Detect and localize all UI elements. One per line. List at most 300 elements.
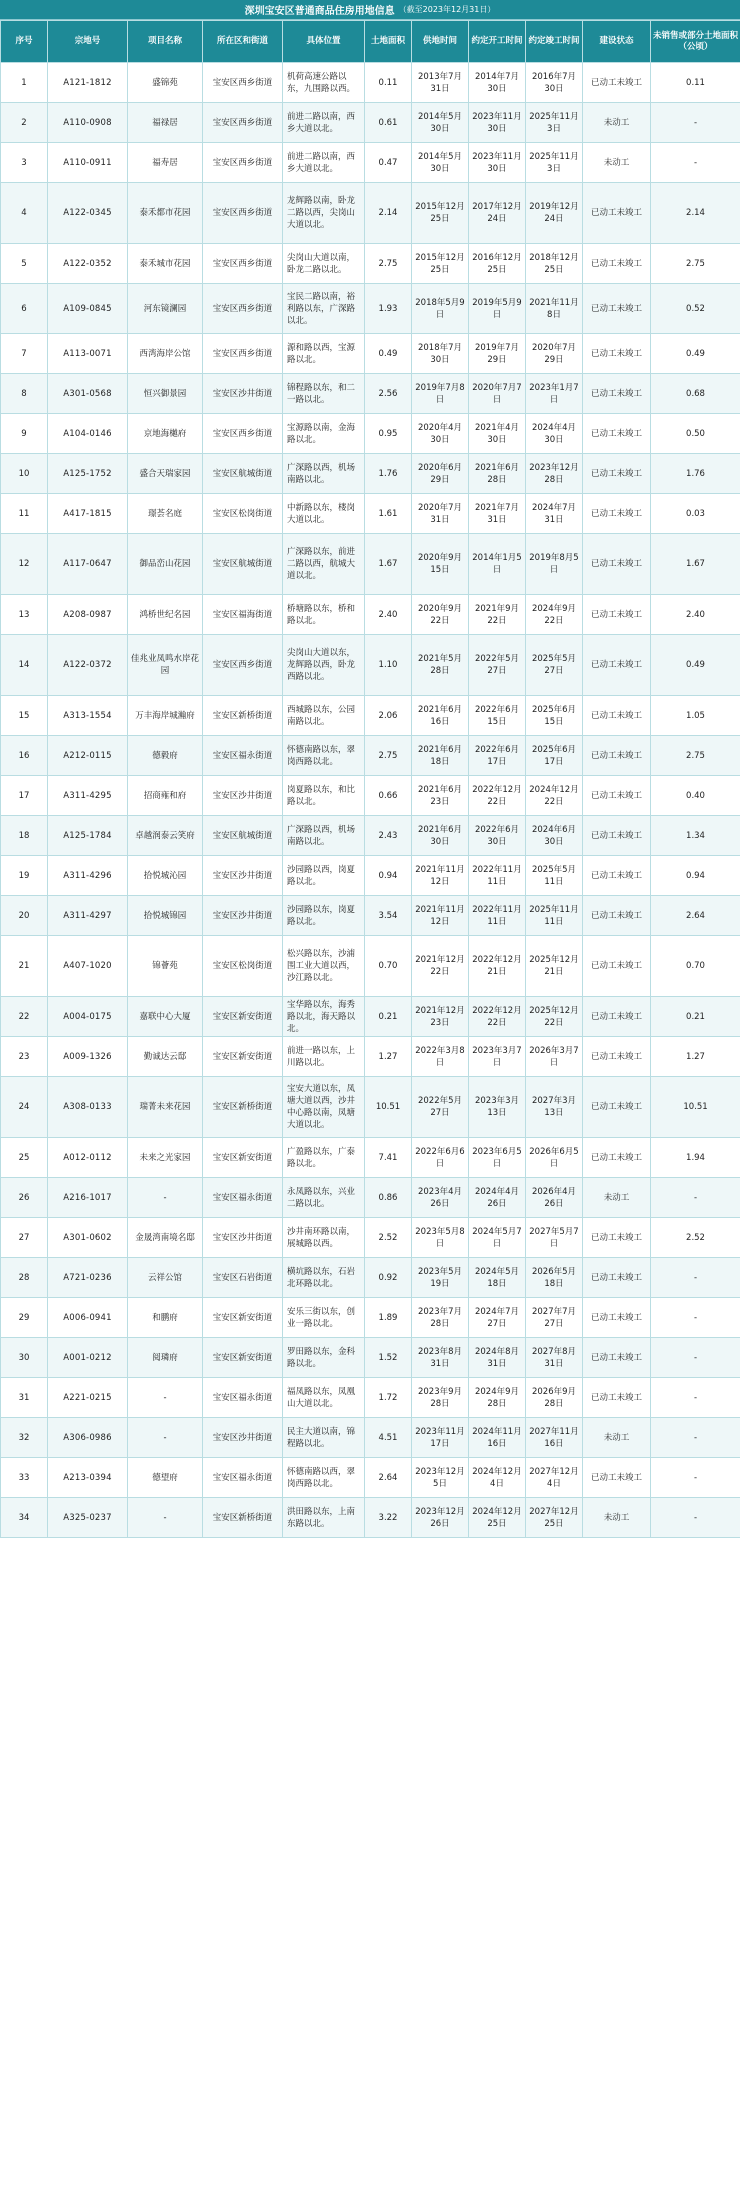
cell-start-date: 2019年5月9日 bbox=[469, 284, 526, 334]
cell-land-code: A311-4295 bbox=[48, 776, 128, 816]
cell-location: 源和路以西，宝源路以北。 bbox=[283, 334, 365, 374]
cell-land-area: 1.76 bbox=[365, 454, 412, 494]
cell-no: 19 bbox=[1, 856, 48, 896]
cell-no: 8 bbox=[1, 374, 48, 414]
cell-project-name: 和鹏府 bbox=[128, 1298, 203, 1338]
table-row bbox=[1, 776, 740, 816]
cell-project-name: 德望府 bbox=[128, 1458, 203, 1498]
cell-land-area: 2.40 bbox=[365, 595, 412, 635]
cell-start-date: 2024年8月31日 bbox=[469, 1338, 526, 1378]
cell-land-area: 2.75 bbox=[365, 244, 412, 284]
cell-status: 未动工 bbox=[583, 143, 651, 183]
cell-start-date: 2019年7月29日 bbox=[469, 334, 526, 374]
cell-finish-date: 2027年8月31日 bbox=[526, 1338, 583, 1378]
table-row bbox=[1, 856, 740, 896]
cell-start-date: 2021年6月28日 bbox=[469, 454, 526, 494]
cell-status: 已动工未竣工 bbox=[583, 183, 651, 244]
cell-no: 23 bbox=[1, 1037, 48, 1077]
cell-no: 6 bbox=[1, 284, 48, 334]
cell-no: 21 bbox=[1, 936, 48, 997]
table-row bbox=[1, 1458, 740, 1498]
cell-land-area: 2.56 bbox=[365, 374, 412, 414]
table-row bbox=[1, 414, 740, 454]
cell-land-area: 1.67 bbox=[365, 534, 412, 595]
cell-unsold-area: 0.94 bbox=[651, 856, 740, 896]
cell-project-name: 瑞菁未来花园 bbox=[128, 1077, 203, 1138]
cell-land-area: 2.43 bbox=[365, 816, 412, 856]
cell-unsold-area: - bbox=[651, 1418, 740, 1458]
cell-street: 宝安区新安街道 bbox=[203, 997, 283, 1037]
cell-land-area: 0.47 bbox=[365, 143, 412, 183]
cell-status: 已动工未竣工 bbox=[583, 736, 651, 776]
cell-project-name: - bbox=[128, 1178, 203, 1218]
cell-finish-date: 2027年12月25日 bbox=[526, 1498, 583, 1538]
cell-unsold-area: - bbox=[651, 1378, 740, 1418]
cell-street: 宝安区沙井街道 bbox=[203, 776, 283, 816]
cell-location: 广深路以东，前进二路以西，航城大道以北。 bbox=[283, 534, 365, 595]
cell-no: 15 bbox=[1, 696, 48, 736]
cell-no: 18 bbox=[1, 816, 48, 856]
cell-unsold-area: 1.76 bbox=[651, 454, 740, 494]
table-row bbox=[1, 635, 740, 696]
cell-land-area: 1.93 bbox=[365, 284, 412, 334]
cell-finish-date: 2025年11月3日 bbox=[526, 143, 583, 183]
table-row bbox=[1, 1138, 740, 1178]
cell-land-area: 0.92 bbox=[365, 1258, 412, 1298]
cell-supply-date: 2023年12月5日 bbox=[412, 1458, 469, 1498]
cell-land-code: A221-0215 bbox=[48, 1378, 128, 1418]
cell-no: 14 bbox=[1, 635, 48, 696]
cell-status: 已动工未竣工 bbox=[583, 374, 651, 414]
cell-location: 中新路以东，楼岗大道以北。 bbox=[283, 494, 365, 534]
cell-supply-date: 2023年5月8日 bbox=[412, 1218, 469, 1258]
col-header-unsold-area: 未销售或部分土地面积（公顷） bbox=[651, 21, 740, 63]
cell-finish-date: 2025年6月15日 bbox=[526, 696, 583, 736]
cell-supply-date: 2015年12月25日 bbox=[412, 244, 469, 284]
cell-location: 安乐三街以东，创业一路以北。 bbox=[283, 1298, 365, 1338]
cell-land-code: A113-0071 bbox=[48, 334, 128, 374]
cell-no: 29 bbox=[1, 1298, 48, 1338]
cell-land-area: 0.66 bbox=[365, 776, 412, 816]
col-header-no: 序号 bbox=[1, 21, 48, 63]
cell-street: 宝安区新安街道 bbox=[203, 1338, 283, 1378]
cell-land-code: A110-0908 bbox=[48, 103, 128, 143]
cell-location: 松兴路以东，沙浦围工业大道以西，沙江路以北。 bbox=[283, 936, 365, 997]
cell-location: 前进二路以南，西乡大道以北。 bbox=[283, 103, 365, 143]
cell-status: 已动工未竣工 bbox=[583, 244, 651, 284]
cell-street: 宝安区西乡街道 bbox=[203, 284, 283, 334]
col-header-start-date: 约定开工时间 bbox=[469, 21, 526, 63]
cell-project-name: 嘉联中心大厦 bbox=[128, 997, 203, 1037]
table-row bbox=[1, 936, 740, 997]
cell-finish-date: 2026年3月7日 bbox=[526, 1037, 583, 1077]
cell-finish-date: 2024年6月30日 bbox=[526, 816, 583, 856]
cell-unsold-area: 1.67 bbox=[651, 534, 740, 595]
cell-supply-date: 2022年3月8日 bbox=[412, 1037, 469, 1077]
cell-no: 11 bbox=[1, 494, 48, 534]
cell-land-area: 2.52 bbox=[365, 1218, 412, 1258]
cell-land-code: A122-0372 bbox=[48, 635, 128, 696]
cell-street: 宝安区沙井街道 bbox=[203, 374, 283, 414]
cell-supply-date: 2023年12月26日 bbox=[412, 1498, 469, 1538]
cell-location: 永凤路以东，兴业二路以北。 bbox=[283, 1178, 365, 1218]
cell-land-code: A006-0941 bbox=[48, 1298, 128, 1338]
cell-supply-date: 2019年7月8日 bbox=[412, 374, 469, 414]
table-row bbox=[1, 1037, 740, 1077]
cell-land-area: 7.41 bbox=[365, 1138, 412, 1178]
cell-no: 4 bbox=[1, 183, 48, 244]
cell-no: 25 bbox=[1, 1138, 48, 1178]
table-row bbox=[1, 143, 740, 183]
cell-finish-date: 2025年6月17日 bbox=[526, 736, 583, 776]
cell-status: 已动工未竣工 bbox=[583, 816, 651, 856]
cell-supply-date: 2021年5月28日 bbox=[412, 635, 469, 696]
cell-unsold-area: - bbox=[651, 1338, 740, 1378]
table-row bbox=[1, 284, 740, 334]
cell-status: 已动工未竣工 bbox=[583, 1218, 651, 1258]
table-row bbox=[1, 816, 740, 856]
cell-status: 已动工未竣工 bbox=[583, 1458, 651, 1498]
cell-land-area: 1.10 bbox=[365, 635, 412, 696]
cell-land-code: A301-0602 bbox=[48, 1218, 128, 1258]
cell-start-date: 2024年5月7日 bbox=[469, 1218, 526, 1258]
table-date-note: （截至2023年12月31日） bbox=[398, 5, 496, 14]
cell-no: 31 bbox=[1, 1378, 48, 1418]
cell-finish-date: 2026年6月5日 bbox=[526, 1138, 583, 1178]
table-title: 深圳宝安区普通商品住房用地信息 bbox=[244, 6, 395, 17]
cell-location: 宝华路以东，海秀路以北，海天路以北。 bbox=[283, 997, 365, 1037]
table-row bbox=[1, 534, 740, 595]
cell-no: 24 bbox=[1, 1077, 48, 1138]
cell-land-code: A721-0236 bbox=[48, 1258, 128, 1298]
cell-unsold-area: 2.64 bbox=[651, 896, 740, 936]
cell-status: 已动工未竣工 bbox=[583, 494, 651, 534]
cell-unsold-area: - bbox=[651, 1298, 740, 1338]
cell-no: 26 bbox=[1, 1178, 48, 1218]
cell-status: 未动工 bbox=[583, 1498, 651, 1538]
cell-unsold-area: 2.14 bbox=[651, 183, 740, 244]
table-body bbox=[1, 63, 740, 1538]
cell-land-area: 2.06 bbox=[365, 696, 412, 736]
cell-unsold-area: 0.11 bbox=[651, 63, 740, 103]
cell-start-date: 2020年7月7日 bbox=[469, 374, 526, 414]
cell-finish-date: 2020年7月29日 bbox=[526, 334, 583, 374]
cell-street: 宝安区西乡街道 bbox=[203, 414, 283, 454]
cell-location: 罗田路以东，金科路以北。 bbox=[283, 1338, 365, 1378]
cell-start-date: 2022年6月15日 bbox=[469, 696, 526, 736]
table-row bbox=[1, 103, 740, 143]
cell-no: 1 bbox=[1, 63, 48, 103]
cell-land-code: A407-1020 bbox=[48, 936, 128, 997]
cell-start-date: 2022年12月22日 bbox=[469, 997, 526, 1037]
cell-unsold-area: 0.49 bbox=[651, 635, 740, 696]
cell-start-date: 2024年4月26日 bbox=[469, 1178, 526, 1218]
cell-location: 龙辉路以南，卧龙二路以西，尖岗山大道以北。 bbox=[283, 183, 365, 244]
cell-no: 5 bbox=[1, 244, 48, 284]
cell-project-name: 德毅府 bbox=[128, 736, 203, 776]
cell-land-area: 0.70 bbox=[365, 936, 412, 997]
table-title-bar bbox=[0, 0, 740, 20]
cell-land-area: 2.14 bbox=[365, 183, 412, 244]
cell-start-date: 2014年1月5日 bbox=[469, 534, 526, 595]
cell-status: 已动工未竣工 bbox=[583, 595, 651, 635]
cell-supply-date: 2014年5月30日 bbox=[412, 143, 469, 183]
cell-project-name: 云祥公馆 bbox=[128, 1258, 203, 1298]
cell-project-name: 勤诚达云邸 bbox=[128, 1037, 203, 1077]
cell-street: 宝安区新桥街道 bbox=[203, 1498, 283, 1538]
cell-location: 沙园路以东，岗夏路以北。 bbox=[283, 896, 365, 936]
cell-land-code: A213-0394 bbox=[48, 1458, 128, 1498]
table-row bbox=[1, 736, 740, 776]
table-row bbox=[1, 374, 740, 414]
cell-land-area: 1.72 bbox=[365, 1378, 412, 1418]
cell-location: 岗夏路以东，和比路以北。 bbox=[283, 776, 365, 816]
cell-finish-date: 2019年8月5日 bbox=[526, 534, 583, 595]
col-header-street: 所在区和街道 bbox=[203, 21, 283, 63]
cell-location: 民主大道以南，锦程路以北。 bbox=[283, 1418, 365, 1458]
cell-unsold-area: 2.52 bbox=[651, 1218, 740, 1258]
cell-no: 10 bbox=[1, 454, 48, 494]
cell-start-date: 2021年9月22日 bbox=[469, 595, 526, 635]
table-row bbox=[1, 896, 740, 936]
cell-finish-date: 2023年1月7日 bbox=[526, 374, 583, 414]
cell-land-code: A012-0112 bbox=[48, 1138, 128, 1178]
cell-location: 西城路以东，公园南路以北。 bbox=[283, 696, 365, 736]
cell-status: 已动工未竣工 bbox=[583, 1298, 651, 1338]
cell-finish-date: 2025年11月3日 bbox=[526, 103, 583, 143]
cell-land-code: A308-0133 bbox=[48, 1077, 128, 1138]
cell-supply-date: 2023年11月17日 bbox=[412, 1418, 469, 1458]
cell-start-date: 2022年12月22日 bbox=[469, 776, 526, 816]
cell-finish-date: 2021年11月8日 bbox=[526, 284, 583, 334]
cell-land-area: 3.54 bbox=[365, 896, 412, 936]
cell-land-area: 0.95 bbox=[365, 414, 412, 454]
cell-land-code: A306-0986 bbox=[48, 1418, 128, 1458]
cell-status: 已动工未竣工 bbox=[583, 454, 651, 494]
cell-finish-date: 2019年12月24日 bbox=[526, 183, 583, 244]
cell-status: 已动工未竣工 bbox=[583, 414, 651, 454]
table-row bbox=[1, 454, 740, 494]
cell-unsold-area: 0.70 bbox=[651, 936, 740, 997]
cell-no: 32 bbox=[1, 1418, 48, 1458]
cell-street: 宝安区西乡街道 bbox=[203, 635, 283, 696]
cell-project-name: 御品峦山花园 bbox=[128, 534, 203, 595]
cell-start-date: 2023年6月5日 bbox=[469, 1138, 526, 1178]
table-row bbox=[1, 1178, 740, 1218]
cell-land-area: 1.89 bbox=[365, 1298, 412, 1338]
col-header-status: 建设状态 bbox=[583, 21, 651, 63]
cell-land-area: 2.75 bbox=[365, 736, 412, 776]
cell-project-name: 卓越润泰云笑府 bbox=[128, 816, 203, 856]
cell-location: 宝源路以南，金海路以北。 bbox=[283, 414, 365, 454]
cell-street: 宝安区松岗街道 bbox=[203, 494, 283, 534]
cell-finish-date: 2024年12月22日 bbox=[526, 776, 583, 816]
cell-supply-date: 2021年11月12日 bbox=[412, 896, 469, 936]
cell-location: 前进二路以南，西乡大道以北。 bbox=[283, 143, 365, 183]
cell-status: 未动工 bbox=[583, 1178, 651, 1218]
cell-street: 宝安区福海街道 bbox=[203, 595, 283, 635]
cell-start-date: 2023年11月30日 bbox=[469, 143, 526, 183]
cell-status: 已动工未竣工 bbox=[583, 534, 651, 595]
cell-land-area: 1.61 bbox=[365, 494, 412, 534]
table-row bbox=[1, 1418, 740, 1458]
cell-start-date: 2022年11月11日 bbox=[469, 896, 526, 936]
cell-street: 宝安区松岗街道 bbox=[203, 936, 283, 997]
table-row bbox=[1, 1258, 740, 1298]
cell-street: 宝安区新桥街道 bbox=[203, 1077, 283, 1138]
cell-unsold-area: 0.68 bbox=[651, 374, 740, 414]
cell-land-code: A216-1017 bbox=[48, 1178, 128, 1218]
cell-land-code: A417-1815 bbox=[48, 494, 128, 534]
cell-land-code: A311-4296 bbox=[48, 856, 128, 896]
cell-location: 宝民二路以南，裕利路以东，广深路以北。 bbox=[283, 284, 365, 334]
cell-land-code: A001-0212 bbox=[48, 1338, 128, 1378]
cell-start-date: 2021年4月30日 bbox=[469, 414, 526, 454]
cell-no: 33 bbox=[1, 1458, 48, 1498]
cell-land-code: A301-0568 bbox=[48, 374, 128, 414]
cell-unsold-area: - bbox=[651, 1258, 740, 1298]
cell-supply-date: 2020年4月30日 bbox=[412, 414, 469, 454]
cell-no: 34 bbox=[1, 1498, 48, 1538]
cell-street: 宝安区航城街道 bbox=[203, 454, 283, 494]
cell-unsold-area: 1.94 bbox=[651, 1138, 740, 1178]
table-row bbox=[1, 1218, 740, 1258]
cell-supply-date: 2021年6月18日 bbox=[412, 736, 469, 776]
cell-status: 已动工未竣工 bbox=[583, 997, 651, 1037]
cell-project-name: 万丰海岸城瀚府 bbox=[128, 696, 203, 736]
col-header-location: 具体位置 bbox=[283, 21, 365, 63]
cell-land-code: A121-1812 bbox=[48, 63, 128, 103]
cell-no: 30 bbox=[1, 1338, 48, 1378]
cell-finish-date: 2025年11月11日 bbox=[526, 896, 583, 936]
cell-land-code: A104-0146 bbox=[48, 414, 128, 454]
cell-supply-date: 2021年6月23日 bbox=[412, 776, 469, 816]
cell-street: 宝安区新桥街道 bbox=[203, 696, 283, 736]
cell-project-name: 西湾海岸公馆 bbox=[128, 334, 203, 374]
cell-street: 宝安区石岩街道 bbox=[203, 1258, 283, 1298]
cell-land-code: A313-1554 bbox=[48, 696, 128, 736]
cell-street: 宝安区新安街道 bbox=[203, 1298, 283, 1338]
cell-finish-date: 2024年9月22日 bbox=[526, 595, 583, 635]
cell-no: 20 bbox=[1, 896, 48, 936]
cell-supply-date: 2021年12月23日 bbox=[412, 997, 469, 1037]
cell-start-date: 2022年6月30日 bbox=[469, 816, 526, 856]
table-row bbox=[1, 997, 740, 1037]
cell-finish-date: 2025年12月21日 bbox=[526, 936, 583, 997]
cell-finish-date: 2023年12月28日 bbox=[526, 454, 583, 494]
cell-start-date: 2016年12月25日 bbox=[469, 244, 526, 284]
cell-status: 已动工未竣工 bbox=[583, 1077, 651, 1138]
cell-project-name: 拾悦城锦园 bbox=[128, 896, 203, 936]
table-row bbox=[1, 1338, 740, 1378]
cell-project-name: 福禄居 bbox=[128, 103, 203, 143]
cell-land-code: A125-1784 bbox=[48, 816, 128, 856]
cell-location: 怀德南路以东，翠岗西路以北。 bbox=[283, 736, 365, 776]
cell-location: 福凤路以东，凤凰山大道以北。 bbox=[283, 1378, 365, 1418]
cell-project-name: 阅璘府 bbox=[128, 1338, 203, 1378]
cell-supply-date: 2023年5月19日 bbox=[412, 1258, 469, 1298]
cell-status: 已动工未竣工 bbox=[583, 1378, 651, 1418]
cell-start-date: 2022年12月21日 bbox=[469, 936, 526, 997]
cell-start-date: 2024年7月27日 bbox=[469, 1298, 526, 1338]
cell-land-area: 0.21 bbox=[365, 997, 412, 1037]
cell-project-name: 拾悦城沁园 bbox=[128, 856, 203, 896]
cell-land-area: 0.49 bbox=[365, 334, 412, 374]
cell-no: 13 bbox=[1, 595, 48, 635]
cell-status: 已动工未竣工 bbox=[583, 776, 651, 816]
cell-street: 宝安区沙井街道 bbox=[203, 1418, 283, 1458]
cell-unsold-area: 1.34 bbox=[651, 816, 740, 856]
cell-finish-date: 2025年5月11日 bbox=[526, 856, 583, 896]
cell-location: 广深路以西，机场南路以北。 bbox=[283, 816, 365, 856]
cell-location: 前进一路以东，上川路以北。 bbox=[283, 1037, 365, 1077]
cell-no: 12 bbox=[1, 534, 48, 595]
cell-unsold-area: 0.52 bbox=[651, 284, 740, 334]
cell-start-date: 2023年11月30日 bbox=[469, 103, 526, 143]
cell-supply-date: 2018年7月30日 bbox=[412, 334, 469, 374]
cell-finish-date: 2018年12月25日 bbox=[526, 244, 583, 284]
cell-street: 宝安区西乡街道 bbox=[203, 143, 283, 183]
cell-project-name: 未来之光家园 bbox=[128, 1138, 203, 1178]
cell-unsold-area: - bbox=[651, 1178, 740, 1218]
cell-start-date: 2022年11月11日 bbox=[469, 856, 526, 896]
cell-unsold-area: 0.03 bbox=[651, 494, 740, 534]
cell-start-date: 2023年3月13日 bbox=[469, 1077, 526, 1138]
cell-no: 3 bbox=[1, 143, 48, 183]
cell-project-name: 金晟湾南境名邸 bbox=[128, 1218, 203, 1258]
cell-land-area: 2.64 bbox=[365, 1458, 412, 1498]
cell-land-code: A009-1326 bbox=[48, 1037, 128, 1077]
cell-no: 9 bbox=[1, 414, 48, 454]
table-row bbox=[1, 334, 740, 374]
cell-land-code: A212-0115 bbox=[48, 736, 128, 776]
col-header-supply-date: 供地时间 bbox=[412, 21, 469, 63]
cell-no: 28 bbox=[1, 1258, 48, 1298]
cell-location: 桥塘路以东，桥和路以北。 bbox=[283, 595, 365, 635]
cell-unsold-area: 10.51 bbox=[651, 1077, 740, 1138]
cell-no: 27 bbox=[1, 1218, 48, 1258]
cell-unsold-area: - bbox=[651, 1458, 740, 1498]
cell-no: 7 bbox=[1, 334, 48, 374]
cell-street: 宝安区福永街道 bbox=[203, 1458, 283, 1498]
cell-street: 宝安区新安街道 bbox=[203, 1037, 283, 1077]
cell-street: 宝安区福永街道 bbox=[203, 1178, 283, 1218]
cell-project-name: 佳兆业凤鸣水岸花园 bbox=[128, 635, 203, 696]
cell-unsold-area: 0.40 bbox=[651, 776, 740, 816]
cell-supply-date: 2023年7月28日 bbox=[412, 1298, 469, 1338]
cell-status: 已动工未竣工 bbox=[583, 1338, 651, 1378]
cell-project-name: 璟荟名庭 bbox=[128, 494, 203, 534]
cell-finish-date: 2026年4月26日 bbox=[526, 1178, 583, 1218]
table-row bbox=[1, 595, 740, 635]
cell-status: 未动工 bbox=[583, 103, 651, 143]
cell-status: 已动工未竣工 bbox=[583, 284, 651, 334]
cell-street: 宝安区西乡街道 bbox=[203, 63, 283, 103]
table-row bbox=[1, 1298, 740, 1338]
cell-street: 宝安区航城街道 bbox=[203, 816, 283, 856]
cell-unsold-area: 1.27 bbox=[651, 1037, 740, 1077]
land-table bbox=[0, 20, 740, 1538]
cell-land-area: 3.22 bbox=[365, 1498, 412, 1538]
cell-finish-date: 2026年9月28日 bbox=[526, 1378, 583, 1418]
cell-start-date: 2024年12月25日 bbox=[469, 1498, 526, 1538]
cell-land-code: A311-4297 bbox=[48, 896, 128, 936]
cell-land-area: 0.11 bbox=[365, 63, 412, 103]
cell-project-name: - bbox=[128, 1378, 203, 1418]
cell-project-name: 泰禾城市花园 bbox=[128, 244, 203, 284]
cell-project-name: 泰禾都市花园 bbox=[128, 183, 203, 244]
cell-supply-date: 2020年9月22日 bbox=[412, 595, 469, 635]
